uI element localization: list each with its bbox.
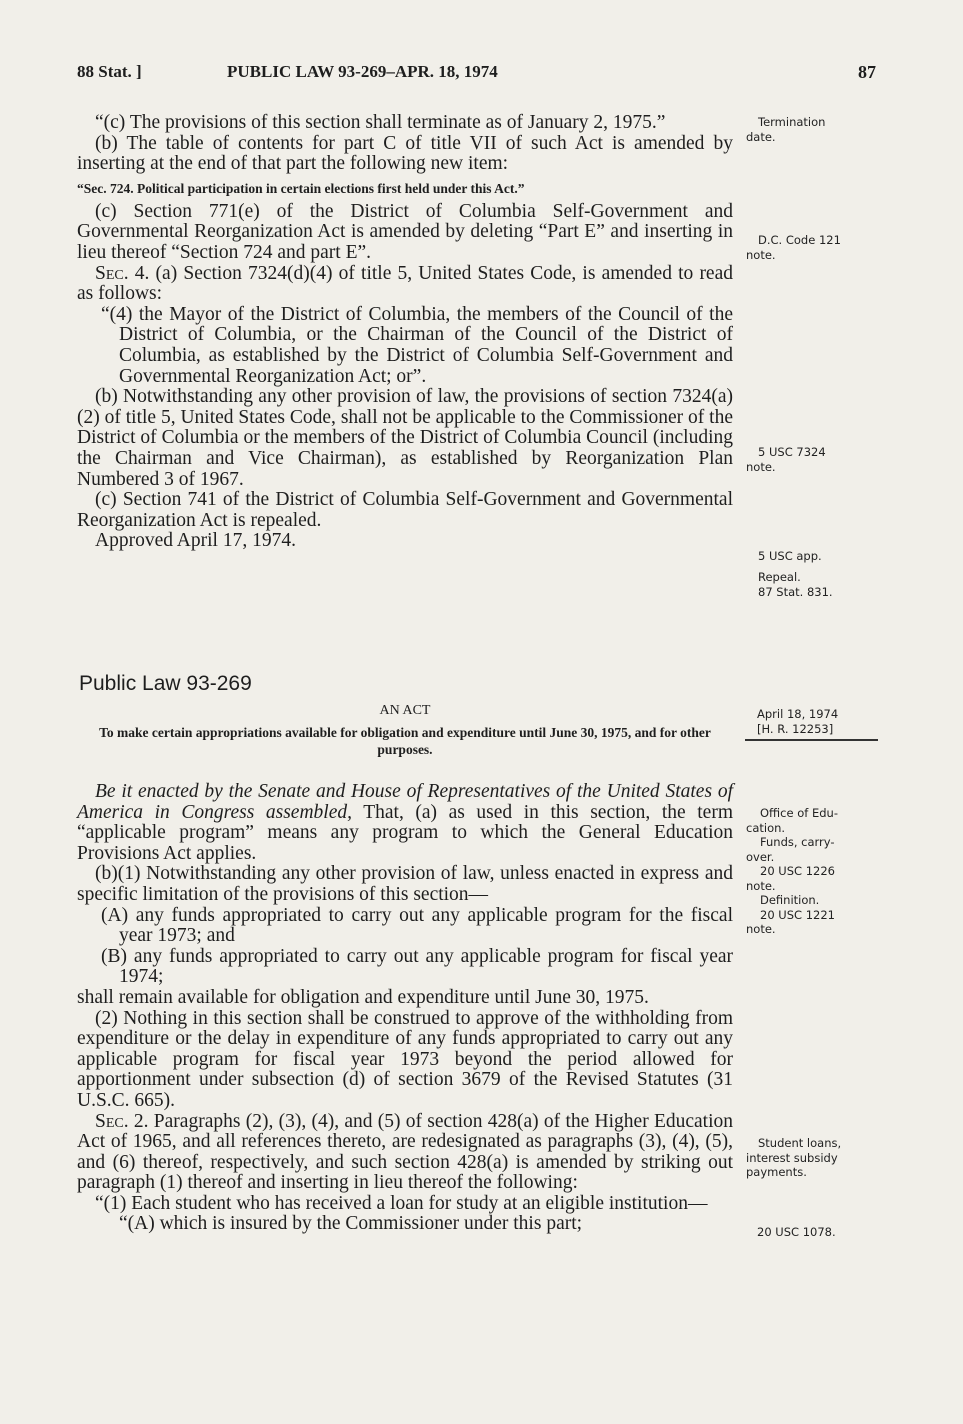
enacting-italic: Be it enacted by the Senate and House of Representatives of the United States of America in Congress assembled, (77, 781, 733, 823)
main-text-top (77, 113, 733, 552)
paragraph-table-of-contents: (b) The table of contents for part C of title VII of such Act is amended by inserting at the end of that part the following new item: (77, 132, 733, 175)
margin-note-office-of-education: Office of Edu- cation. Funds, carry- over. 20 USC 1226 note. Definition. 20 USC 1221 note. (746, 806, 838, 936)
enacting-clause (77, 782, 733, 864)
paragraph-section-771: (c) Section 771(e) of the District of Columbia Self-Government and Governmental Reorganization Act is amended by deleting “Part E” and inserting in lieu thereof “Section 724 and part E”. (77, 200, 733, 263)
paragraph-quoted-A: “(A) which is insured by the Commissioner under this part; (119, 1213, 583, 1235)
sec-2-text: 2. Paragraphs (2), (3), (4), and (5) of section 428(a) of the Higher Education Act of 1965, and all references thereto, are redesignated as paragraphs (3), (4), (5), and (6) thereof, respectively, and such section 428(a) is amended by striking out paragraph (1) thereof and inserting in lieu thereof the following: (77, 1110, 734, 1194)
margin-note-repeal: Repeal. 87 Stat. 831. (758, 570, 833, 599)
public-law-title: Public Law 93-269 (79, 672, 252, 695)
paragraph-b2: (2) Nothing in this section shall be construed to approve of the withholding from expenditure or the delay in expenditure of any funds appropriated to carry out any applicable program for fiscal year 1973 beyond the period allowed for apportionment under subsection (d) of section 3679 of the Revised Statutes (31 U.S.C. 665). (77, 1007, 733, 1111)
paragraph-sec-2 (77, 1112, 733, 1194)
sec-4a-text: 4. (a) Section 7324(d)(4) of title 5, United States Code, is amended to read as follows: (77, 262, 733, 305)
paragraph-termination: “(c) The provisions of this section shall terminate as of January 2, 1975.” (95, 112, 666, 133)
header-volume: 88 Stat. ] (77, 62, 142, 81)
margin-note-20-usc-1078: 20 USC 1078. (757, 1225, 836, 1239)
paragraph-b1-end: shall remain available for obligation and expenditure until June 30, 1975. (77, 986, 649, 1008)
paragraph-b1B: (B) any funds appropriated to carry out any applicable program for fiscal year 1974; (101, 945, 733, 988)
an-act-heading: AN ACT (379, 703, 431, 718)
paragraph-b1A: (A) any funds appropriated to carry out any applicable program for the fiscal year 1973; and (101, 904, 733, 947)
paragraph-4c: (c) Section 741 of the District of Columbia Self-Government and Governmental Reorganization Act is repealed. (77, 489, 733, 531)
act-purpose: To make certain appropriations available for obligation and expenditure until June 30, 1975, and for other purposes. (99, 725, 711, 757)
margin-note-student-loans: Student loans, interest subsidy payments. (746, 1136, 842, 1179)
sec-label: Sec. (95, 262, 129, 284)
header-title: PUBLIC LAW 93-269–APR. 18, 1974 (227, 62, 498, 81)
margin-note-bill-date: April 18, 1974 (757, 707, 839, 721)
paragraph-b1: (b)(1) Notwithstanding any other provision of law, unless enacted in express and specific limitation of the provisions of this section— (77, 863, 733, 905)
paragraph-quoted-1: “(1) Each student who has received a loan for study at an eligible institution— (95, 1192, 708, 1214)
enacting-rest: That, (a) as used in this section, the term “applicable program” means any program to which the General Education Provisions Act applies. (77, 801, 733, 864)
paragraph-quoted-4: “(4) the Mayor of the District of Columbia, the members of the Council of the District of Columbia, or the Chairman of the Council of the District of Columbia, as established by the District of Columbia Self-Government and Governmental Reorganization Act; or”. (101, 303, 733, 387)
paragraph-4b: (b) Notwithstanding any other provision of law, the provisions of section 7324(a)(2) of title 5, United States Code, shall not be applicable to the Commissioner of the District of Columbia or the members of the District of Columbia Council (including the Chairman and Vice Chairman), as established by Reorganization Plan Numbered 3 of 1967. (77, 386, 733, 490)
divider-rule (745, 739, 878, 741)
margin-note-bill-number: [H. R. 12253] (757, 722, 834, 736)
toc-new-item: “Sec. 724. Political participation in certain elections first held under this Act.” (77, 180, 525, 196)
margin-note-5-usc-app: 5 USC app. (758, 549, 822, 563)
margin-note-5-usc-7324: 5 USC 7324 note. (746, 445, 826, 474)
approval-date: Approved April 17, 1974. (95, 530, 296, 552)
margin-note-dc-code: D.C. Code 121 note. (746, 233, 841, 262)
paragraph-sec-4a (77, 264, 733, 305)
page-number: 87 (858, 62, 876, 82)
margin-note-termination: Termination date. (746, 115, 826, 144)
sec-label: Sec. (95, 1110, 129, 1132)
main-text-bottom (77, 782, 733, 1235)
